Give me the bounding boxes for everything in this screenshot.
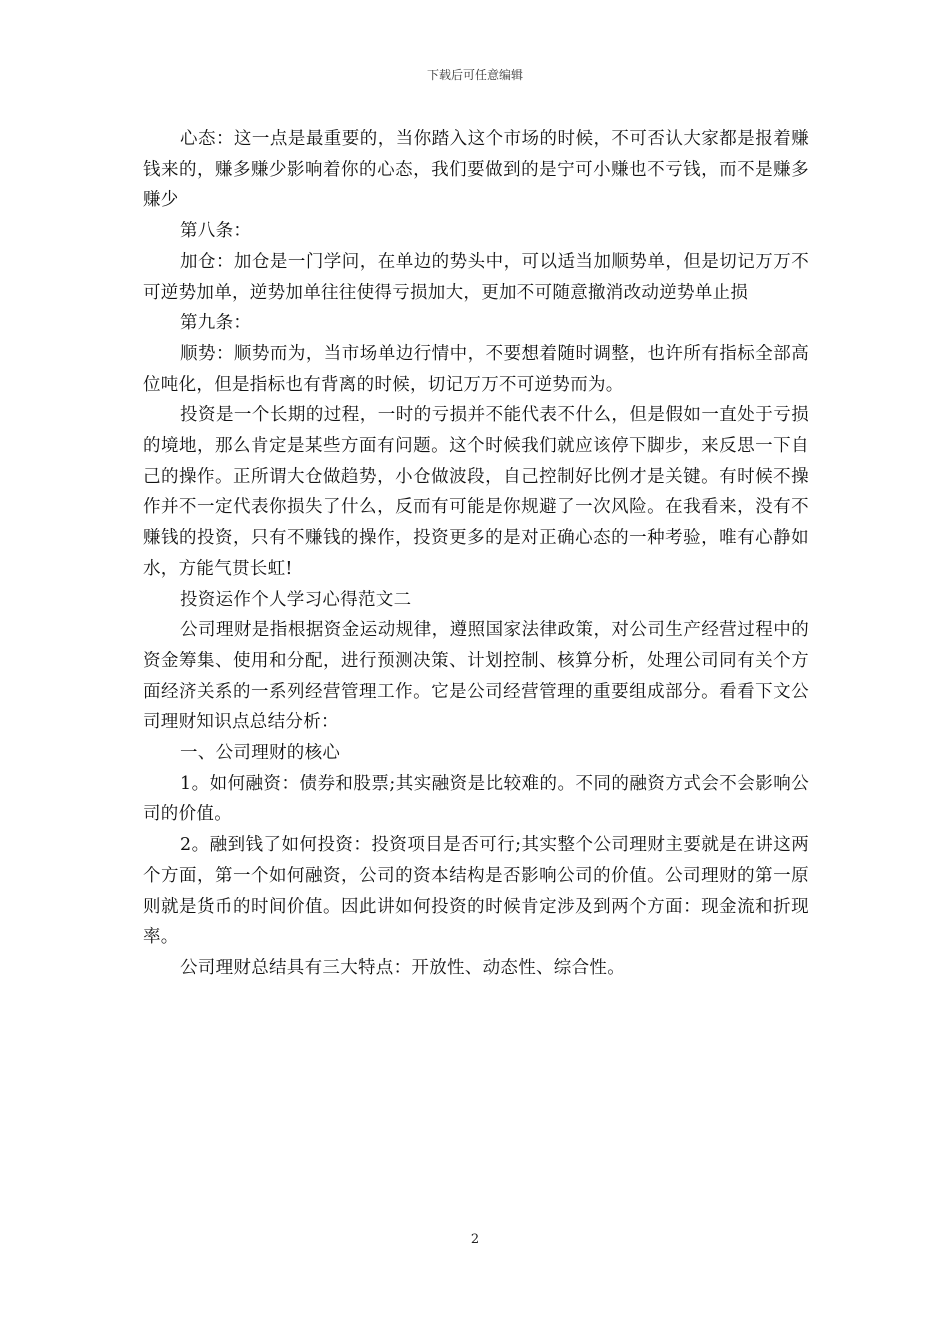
page-number: 2 bbox=[470, 1232, 480, 1247]
paragraph-point-1: 1。如何融资：债券和股票;其实融资是比较难的。不同的融资方式会不会影响公司的价值。 bbox=[143, 773, 809, 825]
document-body bbox=[143, 124, 809, 984]
paragraph-article-9-heading: 第九条： bbox=[180, 313, 252, 334]
paragraph-point-2: 2。融到钱了如何投资：投资项目是否可行;其实整个公司理财主要就是在讲这两个方面，第一个如何融资，公司的资本结构是否影响公司的价值。公司理财的第一原则就是货币的时间价值。因此讲如何投资的时候肯定涉及到两个方面：现金流和折现率。 bbox=[143, 835, 809, 948]
paragraph-core-heading: 一、公司理财的核心 bbox=[180, 743, 341, 764]
page-header: 下载后可任意编辑 bbox=[426, 68, 523, 82]
paragraph-mindset: 心态：这一点是最重要的，当你踏入这个市场的时候，不可否认大家都是报着赚钱来的，赚多赚少影响着你的心态，我们要做到的是宁可小赚也不亏钱，而不是赚多赚少 bbox=[143, 129, 809, 211]
paragraph-follow-trend: 顺势：顺势而为，当市场单边行情中，不要想着随时调整，也许所有指标全部高位吨化，但是指标也有背离的时候，切记万万不可逆势而为。 bbox=[143, 343, 809, 395]
paragraph-section-title: 投资运作个人学习心得范文二 bbox=[180, 589, 412, 610]
paragraph-investment-summary: 投资是一个长期的过程，一时的亏损并不能代表不什么，但是假如一直处于亏损的境地，那么肯定是某些方面有问题。这个时候我们就应该停下脚步，来反思一下自己的操作。正所谓大仓做趋势，小仓做波段，自己控制好比例才是关键。有时候不操作并不一定代表你损失了什么，反而有可能是你规避了一次风险。在我看来，没有不赚钱的投资，只有不赚钱的操作，投资更多的是对正确心态的一种考验，唯有心静如水，方能气贯长虹! bbox=[143, 405, 809, 579]
paragraph-corporate-finance-intro: 公司理财是指根据资金运动规律，遵照国家法律政策，对公司生产经营过程中的资金筹集、使用和分配，进行预测决策、计划控制、核算分析，处理公司同有关个方面经济关系的一系列经营管理工作。它是公司经营管理的重要组成部分。看看下文公司理财知识点总结分析： bbox=[143, 620, 809, 733]
paragraph-add-position: 加仓：加仓是一门学问，在单边的势头中，可以适当加顺势单，但是切记万万不可逆势加单，逆势加单往往使得亏损加大，更加不可随意撤消改动逆势单止损 bbox=[143, 251, 809, 303]
paragraph-three-features: 公司理财总结具有三大特点：开放性、动态性、综合性。 bbox=[180, 957, 625, 978]
paragraph-article-8-heading: 第八条： bbox=[180, 221, 252, 242]
